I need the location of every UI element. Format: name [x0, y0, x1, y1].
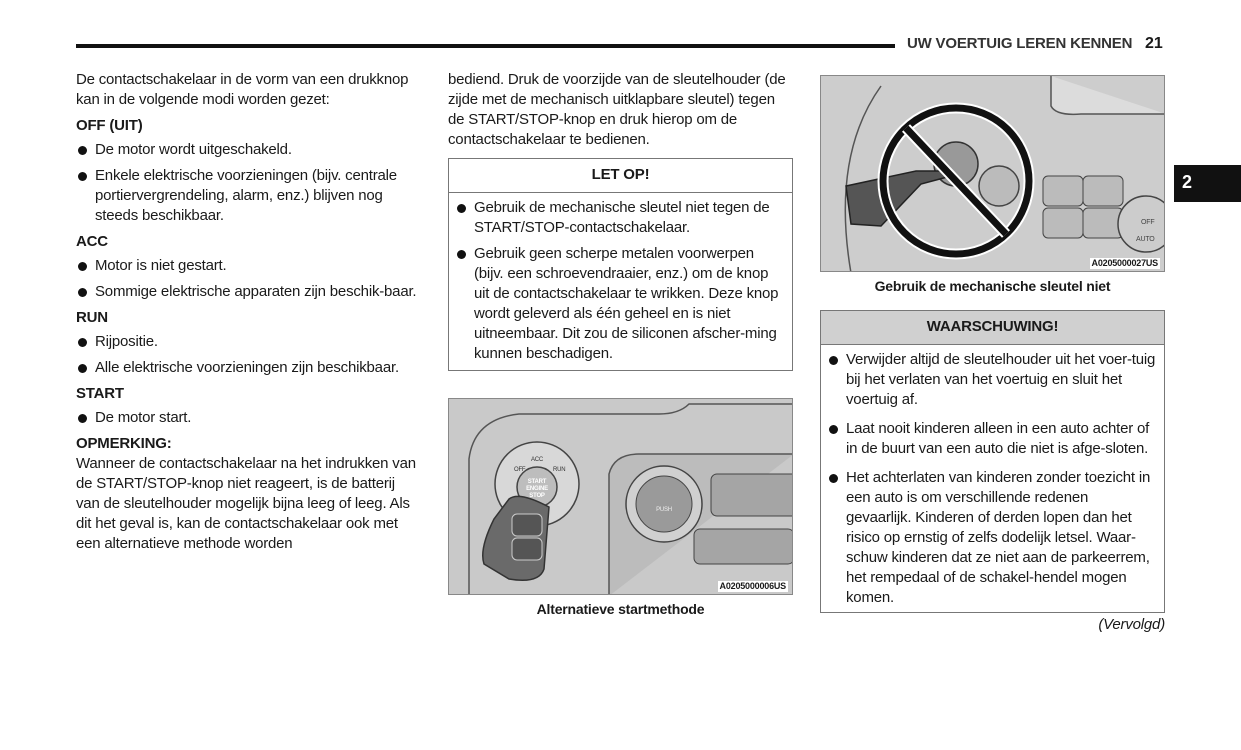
mode-list — [76, 332, 421, 378]
section-title: UW VOERTUIG LEREN KENNEN — [907, 35, 1133, 52]
warning-item: Verwijder altijd de sleutelhouder uit het voer-tuig bij het verlaten van het voertuig en sluit het voertuig af. — [827, 350, 1156, 410]
column-3 — [820, 75, 1165, 635]
note-text: Wanneer de contactschakelaar na het indrukken van de START/STOP-knop niet reageert, is de batterij van de sleutelhouder mogelijk bijna leeg of leeg. Als dit het geval is, kan de contactschakelaar ook met een alternatieve methode worden — [76, 455, 416, 552]
caution-box — [448, 158, 793, 371]
svg-text:ENGINE: ENGINE — [526, 486, 548, 492]
mode-title: RUN — [76, 309, 108, 326]
warning-item: Het achterlaten van kinderen zonder toezicht in een auto is om verschillende redenen gevaarlijk. Kinderen of derden lopen dan het risico op ernstig of zelfs dodelijk letsel. Waar-schuw kinderen dat ze niet aan de parkeerrem, het rempedaal of de schakel-hendel mogen komen. — [827, 468, 1156, 608]
figure-caption: Gebruik de mechanische sleutel niet — [874, 278, 1111, 294]
mode-list — [76, 256, 421, 302]
figure-code: A0205000006US — [719, 581, 786, 591]
ignition-illustration — [449, 399, 793, 595]
figure-caption: Alternatieve startmethode — [536, 601, 705, 617]
svg-text:START: START — [527, 479, 547, 485]
figure-alternative-start — [448, 398, 793, 595]
column-2 — [448, 70, 793, 619]
caution-item: Gebruik de mechanische sleutel niet tegen de START/STOP-contactschakelaar. — [455, 198, 784, 238]
caution-title: LET OP! — [449, 159, 792, 193]
page-number: 21 — [1145, 35, 1163, 52]
figure-code: A0205000027US — [1091, 258, 1158, 268]
svg-text:RUN: RUN — [553, 467, 566, 473]
svg-text:STOP: STOP — [529, 493, 545, 499]
column-1 — [76, 70, 421, 554]
mode-list — [76, 140, 421, 226]
mode-item: De motor start. — [76, 408, 421, 428]
svg-text:OFF: OFF — [514, 467, 526, 473]
mode-item: De motor wordt uitgeschakeld. — [76, 140, 421, 160]
mode-item: Motor is niet gestart. — [76, 256, 421, 276]
mode-item: Rijpositie. — [76, 332, 421, 352]
mode-title: ACC — [76, 233, 108, 250]
continued-label: (Vervolgd) — [1098, 616, 1165, 633]
svg-text:AUTO: AUTO — [1136, 236, 1155, 243]
caution-item: Gebruik geen scherpe metalen voorwerpen (bijv. een schroevendraaier, enz.) om de knop uit de contactschakelaar te wrikken. Deze knop wordt geleverd als één geheel en is niet uitneembaar. Dit zou de siliconen afscher-ming kunnen beschadigen. — [455, 244, 784, 364]
note-title: OPMERKING: — [76, 435, 172, 452]
mode-item: Sommige elektrische apparaten zijn beschik-baar. — [76, 282, 421, 302]
mode-list — [76, 408, 421, 428]
svg-text:ACC: ACC — [530, 457, 544, 463]
svg-text:OFF: OFF — [1141, 219, 1155, 226]
svg-text:PUSH: PUSH — [656, 507, 672, 513]
mode-title: START — [76, 385, 124, 402]
chapter-tab: 2 — [1174, 165, 1241, 202]
header-rule — [76, 44, 895, 48]
warning-item: Laat nooit kinderen alleen in een auto achter of in de buurt van een auto die niet is afge-sloten. — [827, 419, 1156, 459]
mode-item: Enkele elektrische voorzieningen (bijv. centrale portiervergrendeling, alarm, enz.) blijven nog steeds beschikbaar. — [76, 166, 421, 226]
mode-item: Alle elektrische voorzieningen zijn beschikbaar. — [76, 358, 421, 378]
continued-text: bediend. Druk de voorzijde van de sleutelhouder (de zijde met de mechanisch uitklapbare sleutel) tegen de START/STOP-knop en druk hierop om de contactschakelaar te bedienen. — [448, 71, 786, 148]
mode-title: OFF (UIT) — [76, 117, 143, 134]
no-key-illustration — [821, 76, 1165, 272]
intro-text: De contactschakelaar in de vorm van een drukknop kan in de volgende modi worden gezet: — [76, 71, 409, 108]
figure-no-mechanical-key — [820, 75, 1165, 272]
warning-title: WAARSCHUWING! — [821, 311, 1164, 345]
warning-box — [820, 310, 1165, 613]
